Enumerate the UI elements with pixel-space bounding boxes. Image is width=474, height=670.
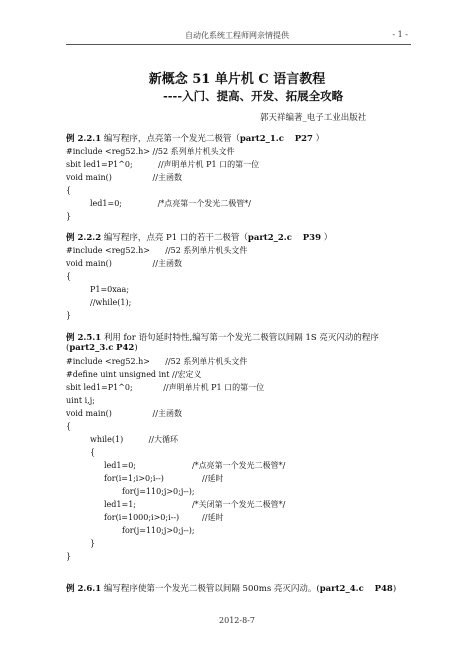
code-line: while(1) //大循环: [90, 435, 179, 444]
example-description: 编写程序使第一个发光二极管以间隔 500ms 亮灭闪动。(: [101, 584, 320, 594]
code-line: {: [66, 422, 72, 431]
code-line: uint i,j;: [66, 396, 95, 405]
page-number: - 1 -: [392, 30, 408, 39]
example-page: P39: [302, 233, 321, 243]
code-line: }: [66, 212, 72, 221]
code-line: led1=0; /*点亮第一个发光二极管*/: [90, 199, 251, 208]
code-line: for(j=110;j>0;j--);: [122, 526, 195, 535]
code-line: for(j=110;j>0;j--);: [122, 487, 195, 496]
example-file: part2_2.c: [247, 233, 292, 243]
code-line: sbit led1=P1^0; //声明单片机 P1 口的第一位: [66, 383, 265, 392]
example-description: 利用 for 语句延时特性,编写第一个发光二极管以间隔 1S 亮灭闪动的程序(: [66, 333, 379, 353]
example-file: part2_3.c: [69, 343, 114, 353]
example-file: part2_1.c: [239, 134, 284, 144]
header-title: 自动化系统工程师网亲情提供: [185, 31, 289, 40]
header-divider: [66, 44, 411, 45]
code-line: void main() //主函数: [66, 409, 182, 418]
example-bracket: ): [134, 343, 138, 353]
example-bracket: ）: [323, 233, 333, 243]
code-line: sbit led1=P1^0; //声明单片机 P1 口的第一位: [66, 160, 260, 169]
document-subtitle: ----入门、提高、开发、拓展全攻略: [163, 89, 344, 103]
code-line: led1=0; /*点亮第一个发光二极管*/: [104, 461, 286, 470]
code-line: void main() //主函数: [66, 259, 182, 268]
code-line: }: [90, 539, 96, 548]
page-footer-date: 2012-8-7: [219, 616, 255, 625]
example-page: P48: [374, 584, 393, 594]
code-line: {: [66, 186, 72, 195]
code-line: //while(1);: [90, 298, 132, 307]
example-bracket: ): [392, 584, 397, 594]
example-number: 例 2.5.1: [66, 333, 102, 343]
code-line: #include <reg52.h> //52 系列单片机头文件: [66, 357, 248, 366]
code-line: }: [66, 552, 72, 561]
code-line: {: [90, 448, 96, 457]
code-line: void main() //主函数: [66, 173, 182, 182]
code-line: #include <reg52.h> //52 系列单片机头文件: [66, 246, 248, 255]
code-line: #include <reg52.h> //52 系列单片机头文件: [66, 147, 235, 156]
example-description: 编写程序，点亮 P1 口的若干二极管（: [101, 233, 248, 243]
code-line: for(i=1000;i>0;i--) //延时: [104, 513, 224, 522]
example-heading: [66, 584, 396, 594]
code-line: {: [66, 272, 72, 281]
example-heading: [66, 134, 324, 144]
example-file: part2_4.c: [319, 584, 364, 594]
document-author: 郭天祥编著_电子工业出版社: [260, 113, 367, 123]
example-page: P27: [294, 134, 313, 144]
code-line: #define uint unsigned int //宏定义: [66, 370, 202, 379]
example-number: 例 2.2.2: [66, 233, 102, 243]
page-header: [0, 30, 474, 44]
example-number: 例 2.2.1: [66, 134, 102, 144]
example-bracket: ）: [315, 134, 325, 144]
code-line: for(i=1;i>0;i--) //延时: [104, 474, 224, 483]
example-page: P42: [116, 343, 135, 353]
code-line: led1=1; /*关闭第一个发光二极管*/: [104, 500, 286, 509]
example-number: 例 2.6.1: [66, 584, 102, 594]
example-description: 编写程序，点亮第一个发光二极管（: [101, 134, 240, 144]
example-heading: [66, 233, 332, 243]
document-title: 新概念 51 单片机 C 语言教程: [148, 72, 326, 87]
code-line: P1=0xaa;: [90, 285, 130, 294]
code-line: }: [66, 311, 72, 320]
example-heading: [66, 333, 411, 353]
